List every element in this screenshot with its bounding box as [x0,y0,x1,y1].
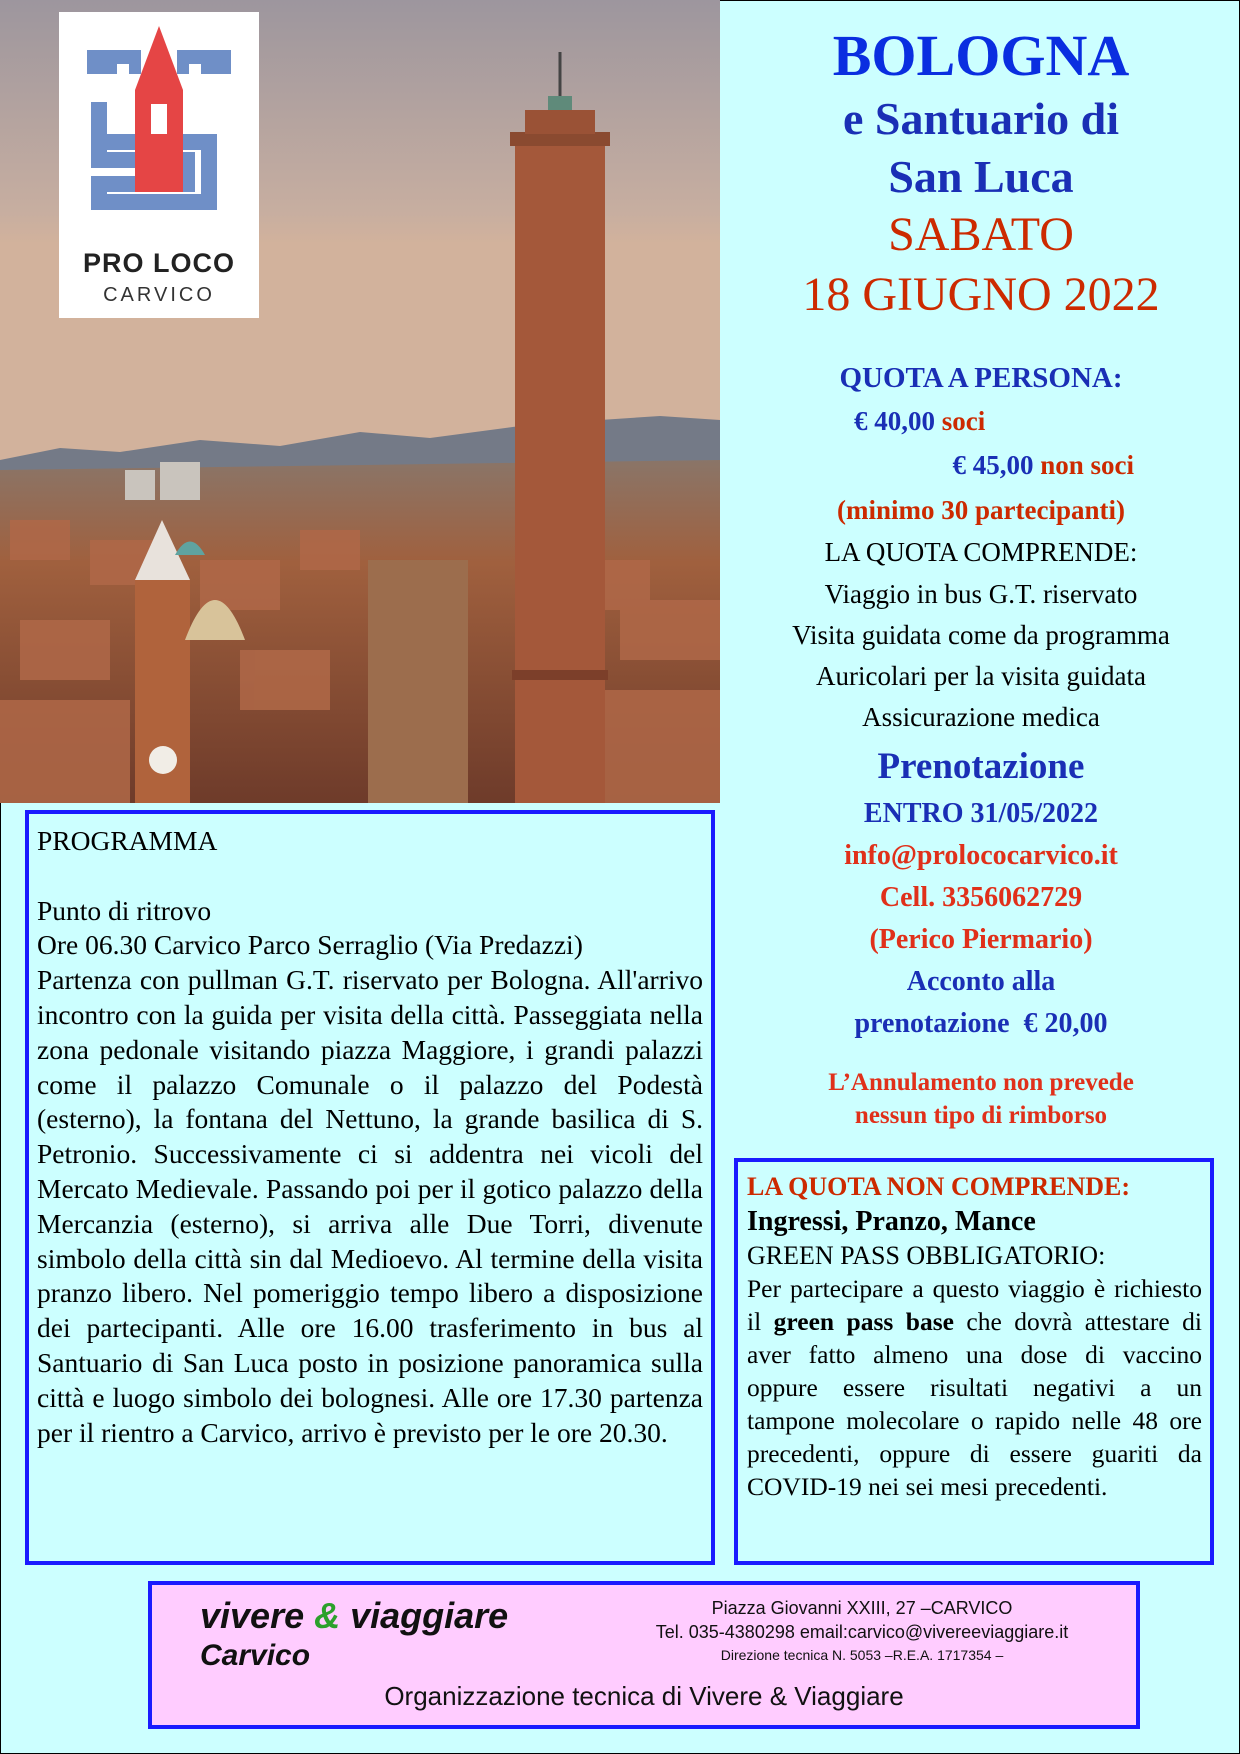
brand-part2: viaggiare [340,1595,509,1636]
event-day: SABATO [888,208,1074,261]
cancellation-notice [722,1066,1240,1132]
price-members [854,406,985,437]
not-included-heading: LA QUOTA NON COMPRENDE: [747,1172,1131,1201]
includes-item: Viaggio in bus G.T. riservato [824,579,1138,609]
agency-address: Piazza Giovanni XXIII, 27 –CARVICO [711,1598,1013,1618]
not-included-items: Ingressi, Pranzo, Mance [747,1206,1036,1237]
green-pass-text [747,1272,1202,1503]
green-pass-text-after: che dovrà attestare di aver fatto almeno una dose di vaccino oppure essere risultati negativi a un tampone molecolare o rapido nelle 48 ore precedenti, oppure di essere guariti da COVID-19 nei sei mesi precedenti. [747,1307,1202,1501]
event-subtitle-line2: San Luca [888,151,1074,202]
green-pass-text-bold: green pass base [773,1307,954,1336]
pro-loco-emblem-icon [59,12,259,242]
pro-loco-logo [59,12,259,318]
price-members-amount: € 40,00 [854,406,935,436]
brand-name [200,1595,508,1637]
programma-box [25,810,715,1565]
meeting-label: Punto di ritrovo [37,894,212,926]
green-pass-heading: GREEN PASS OBBLIGATORIO: [747,1241,1106,1270]
minimum-participants: (minimo 30 partecipanti) [837,495,1125,525]
deposit-line2: prenotazione € 20,00 [854,1008,1108,1039]
not-included-box [734,1158,1214,1565]
includes-heading: LA QUOTA COMPRENDE: [824,537,1138,567]
price-members-label: soci [941,406,986,436]
cancellation-line2: nessun tipo di rimborso [854,1102,1108,1129]
brand-subtitle: Carvico [200,1639,311,1672]
includes-item: Assicurazione medica [862,702,1100,732]
includes-item: Visita guidata come da programma [792,620,1170,650]
bologna-towers-photo [0,0,720,803]
booking-phone[interactable]: Cell. 3356062729 [879,882,1083,913]
event-date: 18 GIUGNO 2022 [802,268,1160,321]
organization-note: Organizzazione tecnica di Vivere & Viaggiare [384,1681,904,1711]
booking-email[interactable]: info@prolococarvico.it [844,840,1118,871]
green-pass-text-before: Per partecipare a questo viaggio è richiesto il [747,1274,1202,1336]
logo-title: PRO LOCO [82,248,235,278]
event-subtitle-line1: e Santuario di [842,93,1120,144]
price-non-members-amount: € 45,00 [952,450,1034,480]
agency-license: Direzione tecnica N. 5053 –R.E.A. 1717354 – [720,1647,1004,1663]
cancellation-line1: L’Annulamento non prevede [828,1069,1134,1096]
event-title: BOLOGNA [832,23,1130,88]
booking-deadline: ENTRO 31/05/2022 [863,798,1099,829]
deposit-line1: Acconto alla [906,966,1056,997]
includes-item: Auricolari per la visita guidata [816,661,1146,691]
booking-title: Prenotazione [877,746,1085,787]
brand-ampersand: & [314,1595,341,1636]
programma-body: Partenza con pullman G.T. riservato per Bologna. All'arrivo incontro con la guida per visita della città. Passeggiata nella zona pedonale visitando piazza Maggiore, i grandi palazzi come il palazzo Comunale o il palazzo del Podestà (esterno), la fontana del Nettuno, la grande basilica di S. Petronio. Successivamente ci si addentra nei vicoli del Mercato Medievale. Passando poi per il gotico palazzo della Mercanzia (esterno), si arriva alle Due Torri, divenute simbolo della città sin dal Medioevo. Al termine della visita pranzo libero. Nel pomeriggio tempo libero a disposizione dei partecipanti. Alle ore 16.00 trasferimento in bus al Santuario di San Luca posto in posizione panoramica sulla città e luogo simbolo dei bolognesi. Alle ore 17.30 partenza per il rientro a Carvico, arrivo è previsto per le ore 20.30. [37,964,703,1448]
quota-heading: QUOTA A PERSONA: [839,362,1123,394]
agency-contacts[interactable]: Tel. 035-4380298 email:carvico@vivereeviaggiare.it [655,1622,1069,1642]
price-non-members [854,450,1134,481]
brand-part1: vivere [200,1595,315,1636]
footer-box [148,1581,1140,1729]
meeting-time: Ore 06.30 Carvico Parco Serraglio (Via Predazzi) [37,929,583,961]
booking-contact: (Perico Piermario) [869,924,1093,955]
price-non-members-label: non soci [1040,450,1134,480]
logo-subtitle: CARVICO [103,284,215,306]
programma-heading: PROGRAMMA [37,825,218,856]
